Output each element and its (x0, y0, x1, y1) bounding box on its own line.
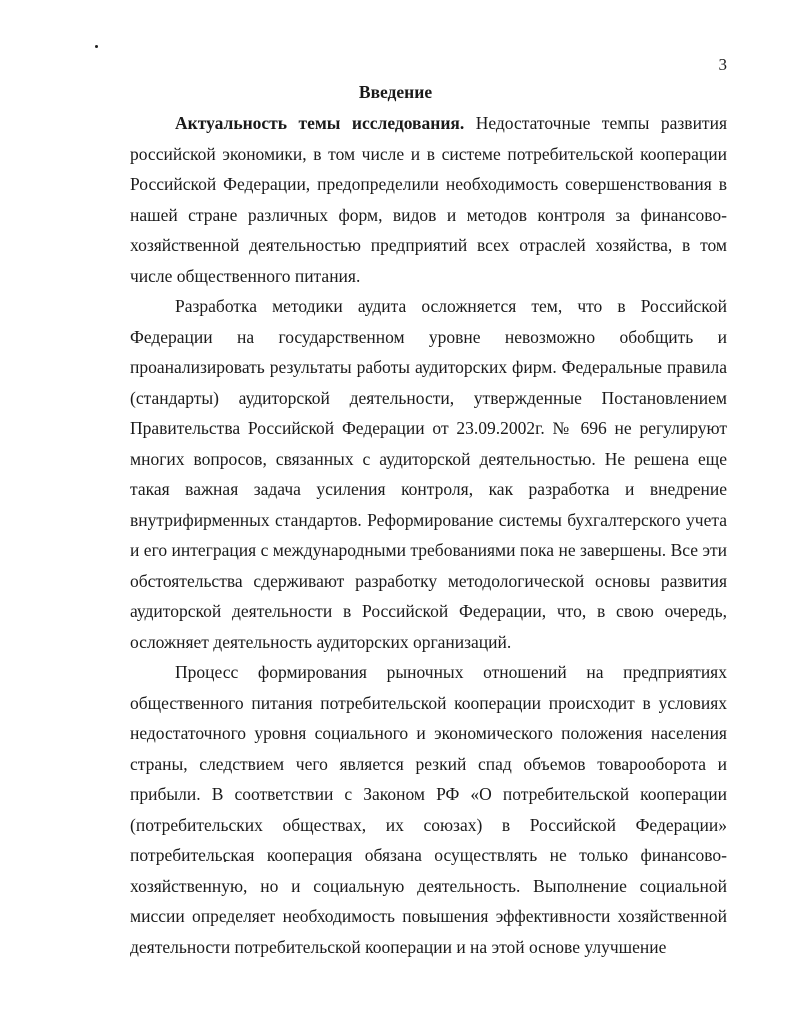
paragraph-relevance (130, 108, 727, 291)
body-text (130, 108, 727, 962)
paragraph-audit-methodology: Разработка методики аудита осложняется тем, что в Российской Федерации на государственном уровне невозможно обобщить и проанализировать результаты работы аудиторских фирм. Федеральные правила (стандарты) аудиторской деятельности, утвержденные Постановлением Правительства Российской Федерации от 23.09.2002г. № 696 не регулируют многих вопросов, связанных с аудиторской деятельностью. Не решена еще такая важная задача усиления контроля, как разработка и внедрение внутрифирменных стандартов. Реформирование системы бухгалтерского учета и его интеграция с международными требованиями пока не завершены. Все эти обстоятельства сдерживают разработку методологической основы развития аудиторской деятельности в Российской Федерации, что, в свою очередь, осложняет деятельность аудиторских организаций. (130, 296, 727, 652)
scan-speck (95, 45, 98, 48)
paragraph-text: Недостаточные темпы развития российской экономики, в том числе и в системе потребительской кооперации Российской Федерации, предопределили необходимость совершенствования в нашей стране различных форм, видов и методов контроля за финансово-хозяйственной деятельностью предприятий всех отраслей хозяйства, в том числе общественного питания. (130, 113, 727, 286)
page-number: 3 (718, 55, 727, 74)
page-title: Введение (358, 82, 433, 102)
paragraph-market-relations: Процесс формирования рыночных отношений на предприятиях общественного питания потребительской кооперации происходит в условиях недостаточного уровня социального и экономического положения населения страны, следствием чего является резкий спад объемов товарооборота и прибыли. В соответствии с Законом РФ «О потребительской кооперации (потребительских обществах, их союзах) в Российской Федерации» потребительская кооперация обязана осуществлять не только финансово-хозяйственную, но и социальную деятельность. Выполнение социальной миссии определяет необходимость повышения эффективности хозяйственной деятельности потребительской кооперации и на этой основе улучшение (130, 662, 727, 957)
paragraph-lead: Актуальность темы исследования. (175, 113, 465, 133)
